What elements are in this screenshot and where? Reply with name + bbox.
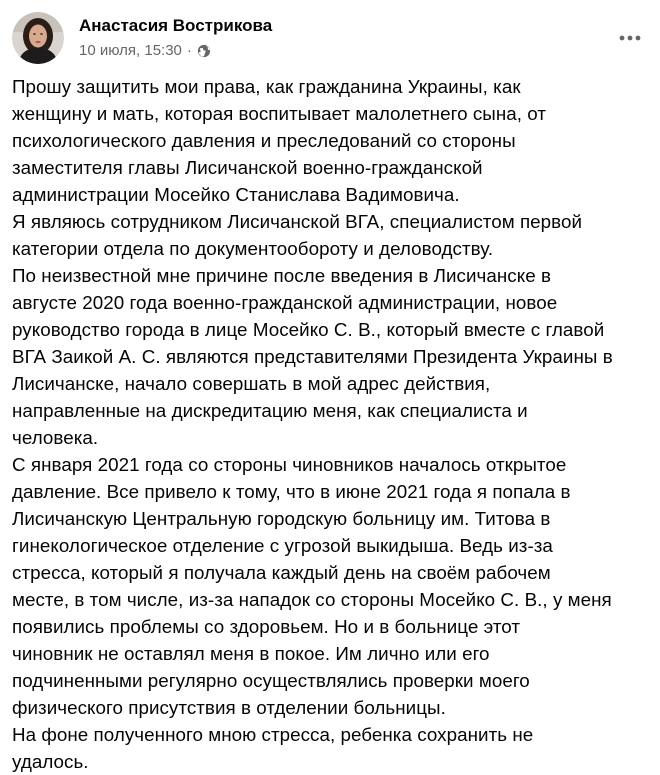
post-paragraph: Я являюсь сотрудником Лисичанской ВГА, специалистом первой категории отдела по документообороту и деловодству. [12, 211, 583, 259]
post-paragraph: Прошу защитить мои права, как гражданина Украины, как женщину и мать, которая воспитывает малолетнего сына, от психологического давления и преследований со стороны заместителя главы Лисичанской военно-гражданской администрации Мосейко Станислава Вадимовича. [12, 76, 547, 205]
post-paragraph: На фоне полученного мною стресса, ребенка сохранить не удалось. [12, 724, 534, 772]
post-date[interactable]: 10 июля, 15:30 [79, 42, 182, 59]
more-horizontal-icon [619, 35, 641, 41]
post-paragraph: По неизвестной мне причине после введения в Лисичанске в августе 2020 года военно-гражданской администрации, новое руководство города в лице Мосейко С. В., который вместе с главой ВГА Заикой А. С. являются представителями Президента Украины в Лисичанске, начало совершать в мой адрес действия, направленные на дискредитацию меня, как специалиста и человека. [12, 265, 613, 448]
post-paragraph: С января 2021 года со стороны чиновников началось открытое давление. Все привело к тому, что в июне 2021 года я попала в Лисичанскую Центральную городскую больницу им. Титова в гинекологическое отделение с угрозой выкидыша. Ведь из-за стресса, который я получала каждый день на своём рабочем месте, в том числе, из-за нападок со стороны Мосейко С. В., у меня появились проблемы со здоровьем. Но и в больнице этот чиновник не оставлял меня в покое. Им лично или его подчиненными регулярно осуществлялись проверки моего физического присутствия в отделении больницы. [12, 454, 612, 718]
post-text [12, 73, 652, 775]
avatar[interactable] [12, 12, 64, 64]
post-meta [79, 42, 211, 59]
more-options-button[interactable] [612, 20, 648, 56]
avatar-image [12, 12, 64, 64]
globe-icon [197, 44, 211, 58]
post-header [12, 12, 652, 68]
author-name[interactable]: Анастасия Вострикова [79, 16, 273, 35]
meta-separator: · [186, 42, 192, 59]
